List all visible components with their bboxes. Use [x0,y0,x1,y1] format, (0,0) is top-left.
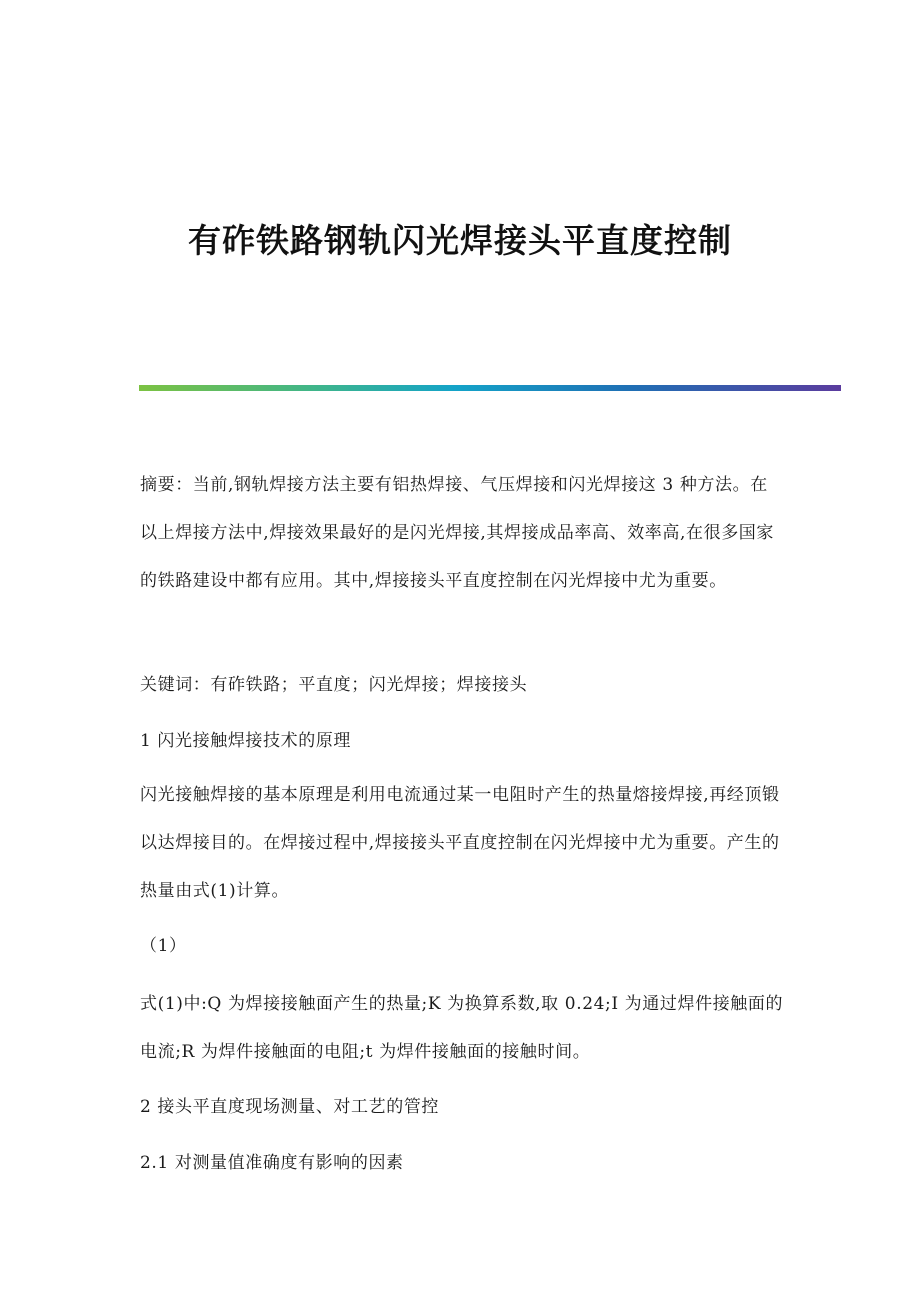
section-1-paragraph: 闪光接触焊接的基本原理是利用电流通过某一电阻时产生的热量熔接焊接,再经顶锻以达焊接目的。在焊接过程中,焊接接头平直度控制在闪光焊接中尤为重要。产生的热量由式(1)计算。 [140,785,780,901]
section-2-heading: 2 接头平直度现场测量、对工艺的管控 [140,1097,440,1117]
document-title: 有砟铁路钢轨闪光焊接头平直度控制 [188,221,732,260]
equation-explanation: 式(1)中:Q 为焊接接触面产生的热量;K 为换算系数,取 0.24;I 为通过焊件接触面的电流;R 为焊件接触面的电阻;t 为焊件接触面的接触时间。 [140,994,784,1062]
gradient-divider [139,385,841,391]
section-2-1-heading: 2.1 对测量值准确度有影响的因素 [140,1153,404,1173]
section-1-heading: 1 闪光接触焊接技术的原理 [140,731,352,751]
keywords-line: 关键词：有砟铁路；平直度；闪光焊接；焊接接头 [140,675,528,695]
abstract-paragraph: 摘要：当前,钢轨焊接方法主要有铝热焊接、气压焊接和闪光焊接这 3 种方法。在以上焊接方法中,焊接效果最好的是闪光焊接,其焊接成品率高、效率高,在很多国家的铁路建设中都有应用。其中,焊接接头平直度控制在闪光焊接中尤为重要。 [140,475,775,591]
equation-label: （1） [140,936,187,956]
